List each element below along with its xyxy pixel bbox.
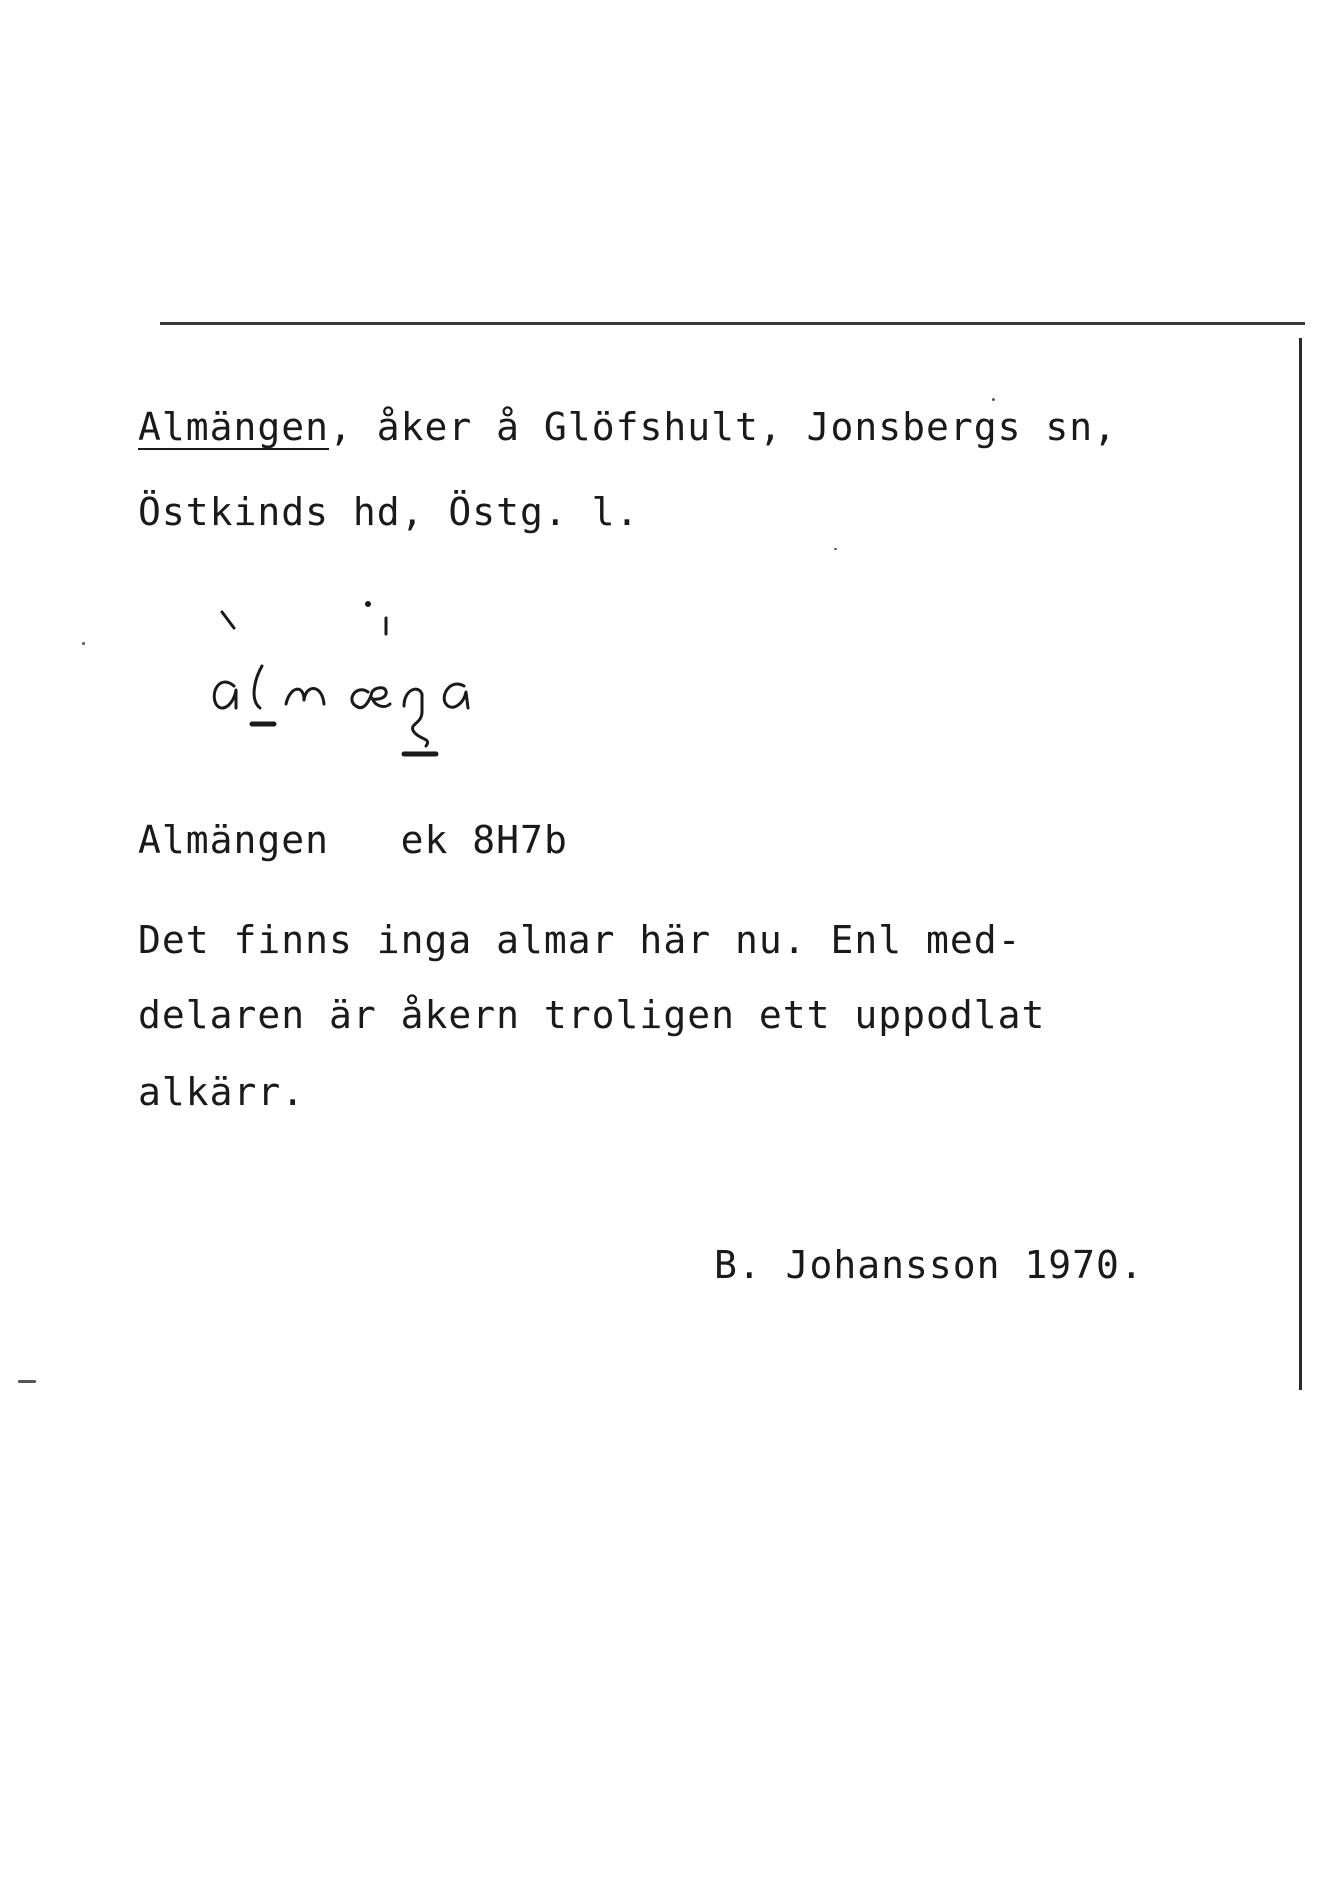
signature: B. Johansson 1970. <box>714 1243 1144 1287</box>
card-top-border <box>160 322 1305 325</box>
note-line-2: delaren är åkern troligen ett uppodlat <box>138 993 1046 1037</box>
map-line-ref: ek 8H7b <box>400 818 568 862</box>
header-line-2: Östkinds hd, Östg. l. <box>138 490 640 534</box>
card-right-border <box>1299 338 1302 1390</box>
header-line-1 <box>138 405 1117 449</box>
map-reference-line <box>138 818 568 862</box>
map-line-name: Almängen <box>138 818 330 862</box>
paper-speck <box>992 398 995 401</box>
note-line-3: alkärr. <box>138 1070 306 1114</box>
header-rest: , åker å Glöfshult, Jonsbergs sn, <box>329 405 1118 449</box>
paper-mark <box>18 1380 36 1383</box>
paper-speck <box>82 642 85 645</box>
handwritten-phonetic-transcription <box>200 600 580 770</box>
note-line-1: Det finns inga almar här nu. Enl med- <box>138 918 1022 962</box>
paper-speck <box>834 548 837 550</box>
headword: Almängen <box>138 405 330 449</box>
